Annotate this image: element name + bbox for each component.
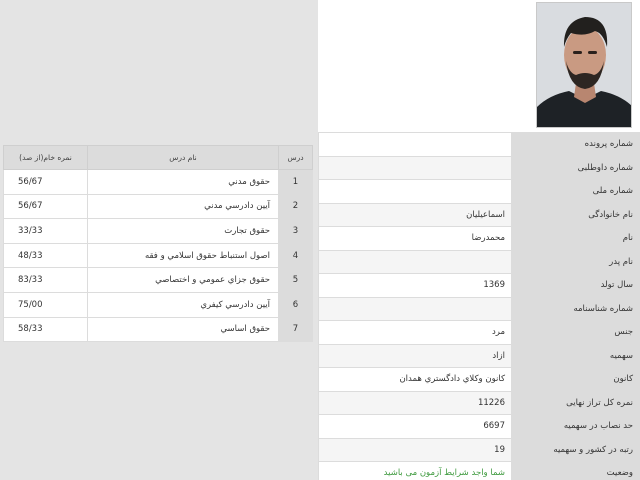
info-label: شماره شناسنامه [512,297,640,321]
course-score: 75/00 [4,292,88,317]
status-message: شما واجد شرایط آزمون می باشید [319,462,512,480]
info-value [319,133,512,157]
table-row [4,317,313,342]
row-index: 7 [279,317,313,342]
info-row-status [319,462,640,480]
info-row-applicant-number [319,156,640,180]
candidate-info-table [318,132,640,480]
row-index: 4 [279,243,313,268]
row-index: 2 [279,194,313,219]
info-value: مرد [319,321,512,345]
info-label: سهمیه [512,344,640,368]
grades-header-row [4,146,313,170]
course-score: 33/33 [4,219,88,244]
info-value: 11226 [319,391,512,415]
info-label: حد نصاب در سهمیه [512,415,640,439]
info-value: 6697 [319,415,512,439]
course-name: حقوق اساسي [88,317,279,342]
course-name: حقوق جزاي عمومي و اختصاصي [88,268,279,293]
row-index: 6 [279,292,313,317]
info-row-birth-year [319,274,640,298]
info-row-bar-association [319,368,640,392]
info-label: نام [512,227,640,251]
course-name: حقوق مدني [88,170,279,195]
info-row-gender [319,321,640,345]
info-value: 1369 [319,274,512,298]
info-label: نام پدر [512,250,640,274]
info-label: شماره داوطلبی [512,156,640,180]
info-row-quota-threshold [319,415,640,439]
info-value [319,297,512,321]
row-index: 3 [279,219,313,244]
table-row [4,219,313,244]
course-score: 58/33 [4,317,88,342]
course-name: آيين دادرسي مدني [88,194,279,219]
info-label: سال تولد [512,274,640,298]
info-value [319,156,512,180]
info-row-last-name [319,203,640,227]
course-score: 56/67 [4,194,88,219]
info-row-total-score [319,391,640,415]
info-value: ازاد [319,344,512,368]
row-index: 1 [279,170,313,195]
course-name: اصول استنباط حقوق اسلامي و فقه [88,243,279,268]
info-row-national-id [319,180,640,204]
candidate-profile [318,0,640,480]
info-label: وضعیت [512,462,640,480]
course-name: آيين دادرسي كيفري [88,292,279,317]
course-score: 56/67 [4,170,88,195]
info-row-quota [319,344,640,368]
info-label: جنس [512,321,640,345]
avatar [537,3,632,128]
info-value: محمدرضا [319,227,512,251]
course-score: 83/33 [4,268,88,293]
table-row [4,292,313,317]
info-label: شماره ملی [512,180,640,204]
header-course-name: نام درس [88,146,279,170]
info-value: کانون وكلاي دادگستري همدان [319,368,512,392]
table-row [4,243,313,268]
info-label: کانون [512,368,640,392]
photo-area [318,0,640,132]
course-name: حقوق تجارت [88,219,279,244]
table-row [4,194,313,219]
info-row-rank [319,438,640,462]
info-value [319,180,512,204]
row-index: 5 [279,268,313,293]
grades-table [3,145,313,342]
info-label: شماره پرونده [512,133,640,157]
info-label: رتبه در کشور و سهمیه [512,438,640,462]
info-label: نام خانوادگی [512,203,640,227]
course-score: 48/33 [4,243,88,268]
info-value [319,250,512,274]
info-row-father-name [319,250,640,274]
info-value: اسماعیلیان [319,203,512,227]
info-row-id-card-number [319,297,640,321]
header-index: درس [279,146,313,170]
info-value: 19 [319,438,512,462]
candidate-photo [536,2,632,128]
info-row-file-number [319,133,640,157]
header-raw-score: نمره خام(از صد) [4,146,88,170]
table-row [4,170,313,195]
table-row [4,268,313,293]
info-row-first-name [319,227,640,251]
info-label: نمره کل تراز نهایی [512,391,640,415]
